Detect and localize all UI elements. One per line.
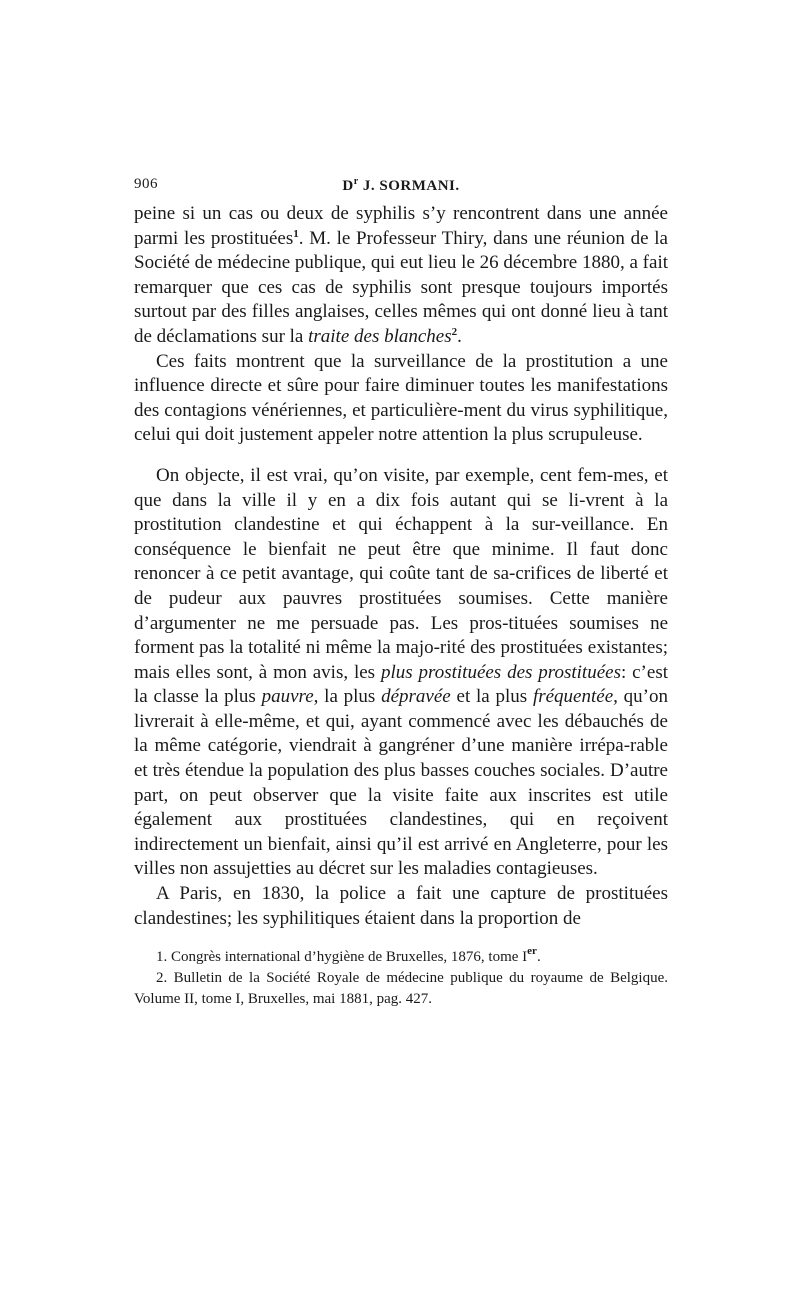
paragraph-3-text-b: : c’est la classe la plus — [134, 661, 668, 708]
paragraph-1 — [134, 202, 668, 350]
author-name: J. SORMANI. — [358, 178, 460, 194]
paragraph-4: A Paris, en 1830, la police a fait une capture de prostituées clandestines; les syphilitiques étaient dans la proportion de — [134, 883, 668, 929]
paragraph-2: Ces faits montrent que la surveillance de la prostitution a une influence directe et sûre pour faire diminuer toutes les manifestations des contagions vénériennes, et particulière-ment du virus syphilitique, celui qui doit justement appeler notre attention la plus scrupuleuse. — [134, 350, 668, 446]
footnote-1 — [134, 947, 668, 968]
footnote-ref-2: 2 — [451, 325, 458, 338]
footnote-1-sup: er — [527, 945, 537, 958]
running-head — [134, 176, 668, 202]
paragraph-3-italic-4: fréquentée, — [532, 686, 618, 708]
paragraph-1-text-b: . M. le Professeur Thiry, dans une réunion de la Société de médecine publique, qui eut lieu le 26 décembre 1880, a fait remarquer que ces cas de syphilis sont presque toujours importés surtout par des filles anglaises, celles mêmes qui ont donné lieu à tant de déclamations sur la — [134, 227, 668, 347]
body-text — [134, 202, 668, 931]
paragraph-3-italic-1: plus prostituées des prostituées — [380, 661, 621, 683]
footnote-2: 2. Bulletin de la Société Royale de médecine publique du royaume de Belgique. Volume II, tome I, Bruxelles, mai 1881, pag. 427. — [134, 970, 668, 1008]
paragraph-3-italic-3: dépravée — [381, 686, 451, 708]
footnote-ref-1: 1 — [293, 227, 299, 240]
footnote-1-end: . — [536, 949, 541, 966]
paragraph-3-text-e: qu’on livrerait à elle-même, et qui, ayant commencé avec les débauchés de la même catégorie, viendrait à gangréner d’une manière irrépa-rable et très étendue la population des plus basses couches sociales. D’autre part, on peut observer que la visite faite aux inscrites est utile également aux prostituées clandestines, qui en reçoivent indirectement un bienfait, ainsi qu’il est arrivé en Angleterre, pour les villes non assujetties au décret sur les maladies contagieuses. — [134, 686, 668, 880]
paragraph-3-italic-2: pauvre — [261, 686, 314, 708]
author-heading — [134, 176, 668, 195]
footnotes — [134, 947, 668, 1010]
paragraph-3 — [134, 464, 668, 882]
paragraph-1-italic: traite des blanches — [308, 325, 452, 347]
page-number: 906 — [134, 176, 158, 192]
author-prefix-sup: r — [353, 176, 359, 187]
author-prefix: D — [342, 178, 354, 194]
paragraph-3-text-a: On objecte, il est vrai, qu’on visite, par exemple, cent fem-mes, et que dans la ville il y en a dix fois autant qui se li-vrent à la prostitution clandestine et qui échappent à la sur-veillance. En conséquence le bienfait ne peut être que minime. Il faut donc renoncer à ce petit avantage, qui coûte tant de sa-crifices de liberté et de pudeur aux pauvres prostituées soumises. Cette manière d’argumenter ne me persuade pas. Les pros-tituées soumises ne forment pas la totalité ni même la majo-rité des prostituées existantes; mais elles sont, à mon avis, les — [134, 464, 668, 683]
paragraph-3-text-c: , la plus — [313, 686, 382, 708]
footnote-1-text: 1. Congrès international d’hygiène de Bruxelles, 1876, tome I — [156, 949, 528, 966]
paragraph-3-text-d: et la plus — [450, 686, 533, 708]
paragraph-1-text-c: . — [457, 325, 462, 347]
paragraph-1-text-a: peine si un cas ou deux de syphilis s’y rencontrent dans une année parmi les prostituées — [134, 203, 668, 249]
